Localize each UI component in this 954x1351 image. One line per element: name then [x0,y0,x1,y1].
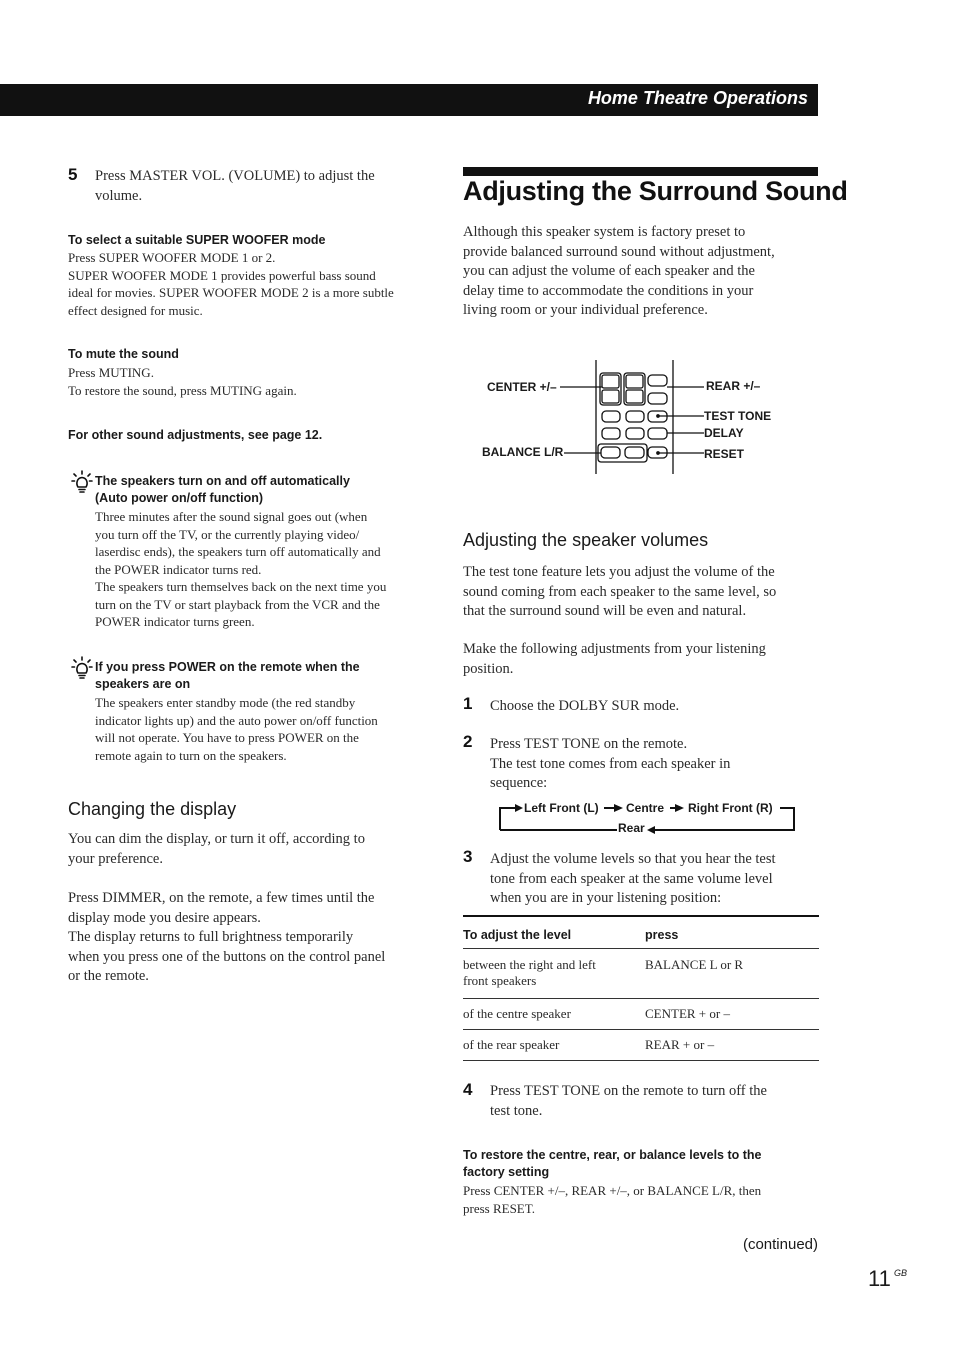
title-rule [463,167,818,176]
tip-auto-power-heading: The speakers turn on and off automatically (Auto power on/off function) [95,474,350,505]
step-text: Adjust the volume levels so that you hear the test tone from each speaker at the same volume level when you are in your listening position: [490,851,776,906]
label-balance: BALANCE L/R [482,445,564,459]
table-header: press [645,928,679,942]
lightbulb-icon [71,470,93,494]
mute-heading: To mute the sound [68,347,179,361]
step-text: Press TEST TONE on the remote. The test tone comes from each speaker in sequence: [490,736,731,791]
remote-diagram [560,356,720,478]
super-woofer-text: Press SUPER WOOFER MODE 1 or 2. SUPER WOOFER MODE 1 provides powerful bass sound ideal for movies. SUPER WOOFER MODE 2 is a more subtle effect designed for music. [68,250,394,318]
page-number: 11 [868,1266,891,1291]
label-test-tone: TEST TONE [704,409,772,423]
page-suffix: GB [894,1268,908,1278]
header-band [0,84,818,116]
label-reset: RESET [704,447,745,461]
restore-text: Press CENTER +/–, REAR +/–, or BALANCE L/R, then press RESET. [463,1183,762,1216]
label-delay: DELAY [704,426,744,440]
table-row [463,949,819,999]
intro-text: Although this speaker system is factory preset to provide balanced surround sound without adjustment, you can adjust the volume of each speaker and the delay time to accommodate the conditions in your living room or your individual preference. [463,224,775,318]
section-title: Home Theatre Operations [587,88,808,108]
restore-heading: To restore the centre, rear, or balance levels to the factory setting [463,1148,762,1179]
table-row [463,999,819,1030]
seq-centre: Centre [626,801,665,815]
table-row [463,1030,819,1061]
step-number: 4 [463,1080,473,1099]
table-header-row [463,916,819,949]
continued-label: (continued) [742,1236,818,1253]
seq-left-front: Left Front (L) [524,801,599,815]
tip-power-text: The speakers enter standby mode (the red standby indicator lights up) and the auto power on/off function will not operate. You have to press POWER on the remote again to turn on the speakers. [95,695,378,763]
page-title: Adjusting the Surround Sound [463,176,848,206]
display-heading: Changing the display [68,799,237,819]
seq-rear: Rear [618,821,645,835]
volumes-para1: The test tone feature lets you adjust the volume of the sound coming from each speaker to the same level, so that the surround sound will be even and natural. [463,564,777,619]
step-number: 3 [463,847,473,866]
mute-text: Press MUTING. To restore the sound, press MUTING again. [68,365,297,398]
table-cell: of the centre speaker [463,1006,571,1021]
label-rear: REAR +/– [706,379,761,393]
table-cell: between the right and left front speakers [463,957,596,988]
step-number: 1 [463,694,473,713]
label-center: CENTER +/– [487,380,557,394]
step-text: Choose the DOLBY SUR mode. [490,698,680,714]
seq-right-front: Right Front (R) [688,801,773,815]
step-number: 5 [68,165,78,184]
lightbulb-icon [71,656,93,680]
display-para1: You can dim the display, or turn it off, according to your preference. [68,831,365,867]
step-text: Press MASTER VOL. (VOLUME) to adjust the volume. [95,168,375,204]
step-text: Press TEST TONE on the remote to turn off the test tone. [490,1083,767,1119]
table-cell: BALANCE L or R [645,957,744,972]
volumes-para2: Make the following adjustments from your listening position. [463,641,766,677]
super-woofer-heading: To select a suitable SUPER WOOFER mode [68,233,326,247]
adjust-level-table [463,915,819,1061]
tip-power-heading: If you press POWER on the remote when the speakers are on [95,660,360,691]
table-cell: of the rear speaker [463,1037,560,1052]
table-cell: CENTER + or – [645,1006,730,1021]
volumes-heading: Adjusting the speaker volumes [463,530,709,550]
table-header: To adjust the level [463,928,572,942]
tip-auto-power-text: Three minutes after the sound signal goes out (when you turn off the TV, or the currently playing video/ laserdisc ends), the speakers turn off automatically and the POWER indicator turns red. The speakers turn themselves back on the next time you turn on the TV or start playback from the VCR and the POWER indicator turns green. [95,509,387,629]
other-adjust-note: For other sound adjustments, see page 12. [68,428,323,442]
display-para2: Press DIMMER, on the remote, a few times until the display mode you desire appears. The display returns to full brightness temporarily when you press one of the buttons on the control panel or the remote. [68,890,386,984]
table-cell: REAR + or – [645,1037,715,1052]
step-number: 2 [463,732,473,751]
